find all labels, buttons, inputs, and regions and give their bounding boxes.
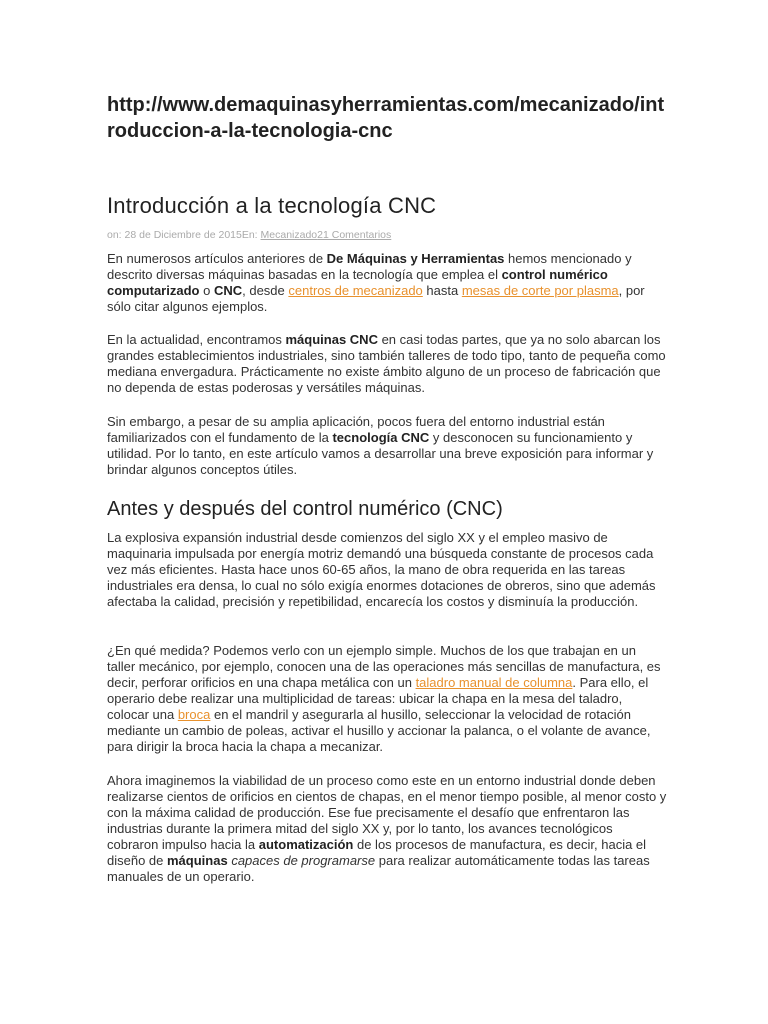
bold-run: máquinas CNC (285, 332, 378, 347)
text-run: Sin embargo, a pesar de su amplia aplicación, pocos fuera del entorno industrial están familiarizados con el fundamento de la (107, 414, 605, 445)
text-run: hasta (422, 283, 462, 298)
article-title: Introducción a la tecnología CNC (107, 193, 437, 218)
text-run: de los procesos de manufactura, es decir, hacia el diseño de (107, 837, 647, 868)
text-run: o (199, 283, 214, 298)
comments-link[interactable]: 21 Comentarios (317, 229, 392, 241)
paragraph-sin-embargo (107, 414, 667, 478)
link-broca[interactable]: broca (177, 707, 211, 722)
paragraph-ejemplo (107, 643, 667, 755)
bold-run: control numérico computarizado (107, 267, 608, 298)
text-run: , desde (242, 283, 289, 298)
text-run: En la actualidad, encontramos (107, 332, 286, 347)
paragraph-intro (107, 251, 667, 315)
link-taladro-manual-de-columna[interactable]: taladro manual de columna (415, 675, 573, 690)
bold-run: tecnología CNC (332, 430, 430, 445)
section-heading: Antes y después del control numérico (CNC) (107, 498, 503, 520)
text-run: , por sólo citar algunos ejemplos. (107, 283, 645, 314)
bold-run: máquinas (167, 853, 228, 868)
paragraph-automatizacion (107, 773, 667, 885)
paragraph-actualidad (107, 332, 667, 396)
text-run: en casi todas partes, que ya no solo abarcan los grandes establecimientos industriales, sino también talleres de todo tipo, tanto de pequeña como mediana envergadura. Prácticamente no existe ámbito alguno de un proceso de fabricación que no dependa de estas poderosas y versátiles máquinas. (107, 332, 666, 395)
text-run: . Para ello, el operario debe realizar una multiplicidad de tareas: ubicar la chapa en la mesa del taladro, colocar una (107, 675, 649, 722)
bold-run: CNC (213, 283, 243, 298)
text-run: ¿En qué medida? Podemos verlo con un ejemplo simple. Muchos de los que trabajan en un taller mecánico, por ejemplo, conocen una de las operaciones más sencillas de manufactura, es decir, perforar orificios en una chapa metálica con un (107, 643, 661, 690)
article-date: on: 28 de Diciembre de 2015 (107, 229, 242, 241)
text-run: para realizar automáticamente todas las tareas manuales de un operario. (107, 853, 650, 884)
category-prefix: En: (241, 229, 261, 241)
link-centros-de-mecanizado[interactable]: centros de mecanizado (288, 283, 423, 298)
text-run: hemos mencionado y descrito diversas máquinas basadas en la tecnología que emplea el (107, 251, 632, 282)
bold-run: De Máquinas y Herramientas (326, 251, 505, 266)
italic-run: capaces de programarse (231, 853, 376, 868)
link-mesas-de-corte-por-plasma[interactable]: mesas de corte por plasma (461, 283, 619, 298)
category-link[interactable]: Mecanizado (260, 229, 318, 241)
text-run: En numerosos artículos anteriores de (107, 251, 327, 266)
text-run: y desconocen su funcionamiento y utilidad. Por lo tanto, en este artículo vamos a desarrollar una breve exposición para informar y brindar algunos conceptos útiles. (107, 430, 654, 477)
text-run: La explosiva expansión industrial desde comienzos del siglo XX y el empleo masivo de maquinaria impulsada por energía motriz demandó una búsqueda constante de procesos cada vez más eficientes. Hasta hace unos 60-65 años, la mano de obra requerida en las tareas industriales era densa, lo cual no sólo exigía enormes dotaciones de obreros, sino que además afectaba la calidad, precisión y repetibilidad, encarecía los costos y disminuía la producción. (107, 530, 656, 609)
text-run: en el mandril y asegurarla al husillo, seleccionar la velocidad de rotación mediante un cambio de poleas, activar el husillo y accionar la palanca, o el volante de avance, para dirigir la broca hacia la chapa a mecanizar. (107, 707, 651, 754)
url-heading: http://www.demaquinasyherramientas.com/mecanizado/introduccion-a-la-tecnologia-cnc (107, 94, 665, 142)
article-meta (107, 228, 391, 242)
paragraph-expansion (107, 530, 667, 610)
text-run: Ahora imaginemos la viabilidad de un proceso como este en un entorno industrial donde deben realizarse cientos de orificios en cientos de chapas, en el menor tiempo posible, al menor costo y con la máxima calidad de producción. Ese fue precisamente el desafío que enfrentaron las industrias durante la primera mitad del siglo XX y, por lo tanto, los avances tecnológicos cobraron impulso hacia la (107, 773, 667, 852)
bold-run: automatización (258, 837, 354, 852)
